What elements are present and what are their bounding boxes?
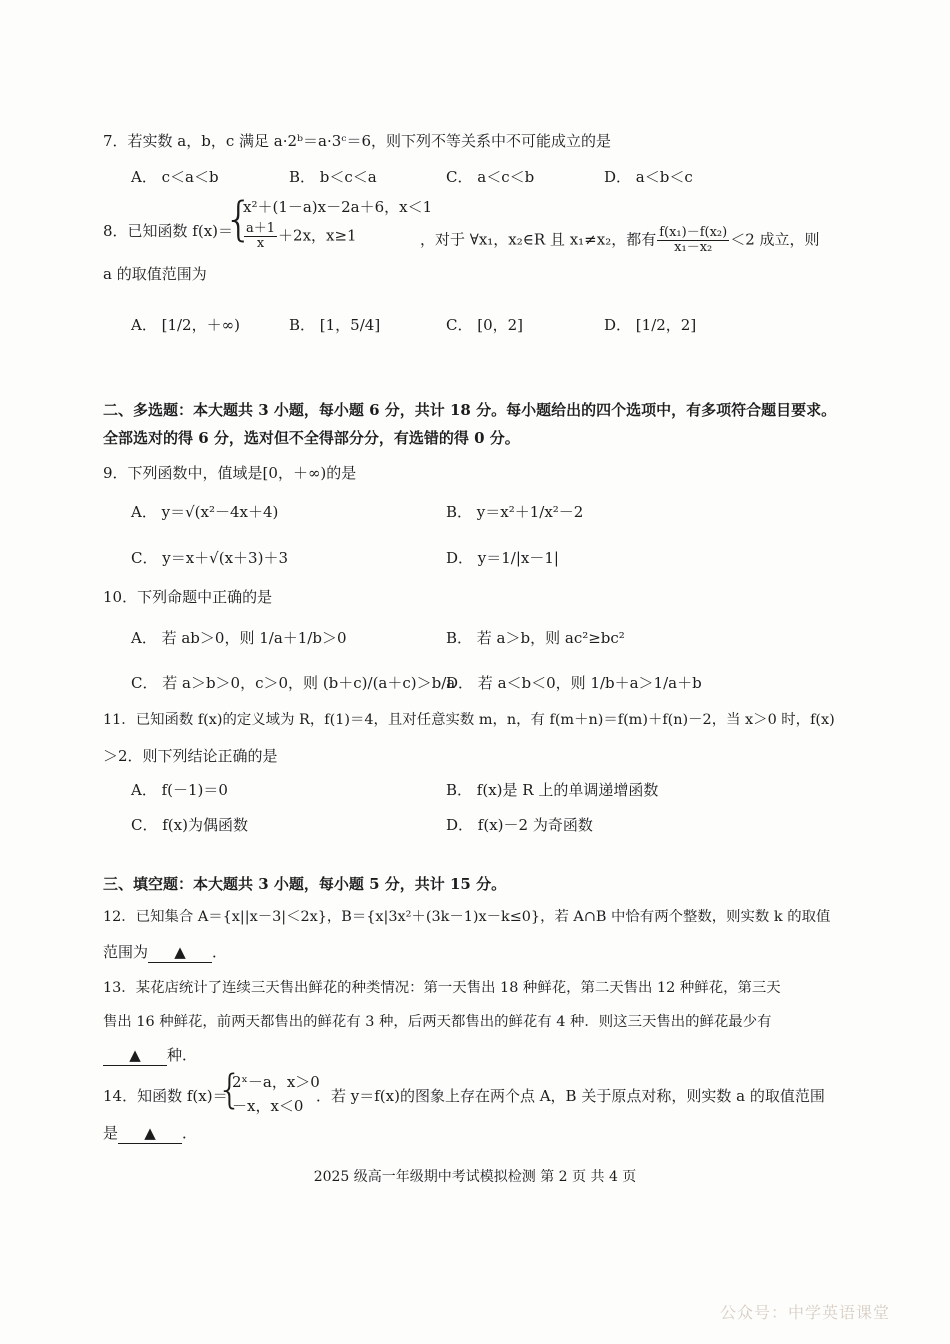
q8-piece-2-fraction [244,222,277,251]
q8-lead: 8．已知函数 f(x)＝ [103,222,234,240]
q8-option-d: D． [1/2，2] [604,316,697,334]
q8-option-a: A． [1/2，＋∞) [131,316,240,334]
q8-option-c: C． [0，2] [446,316,524,334]
q8-option-b: B． [1，5/4] [289,316,381,334]
q7-stem: 7．若实数 a，b，c 满足 a·2ᵇ＝a·3ᶜ＝6，则下列不等关系中不可能成立的是 [103,132,612,150]
q14-lead: 14．知函数 f(x)＝ [103,1087,228,1105]
q13-line2: 售出 16 种鲜花，前两天都售出的鲜花有 3 种，后两天都售出的鲜花有 4 种．则这三天售出的鲜花最少有 [103,1014,772,1030]
q10-option-c: C． 若 a＞b＞0，c＞0，则 (b＋c)/(a＋c)＞b/a [131,674,456,692]
q11-option-d: D． f(x)－2 为奇函数 [446,816,593,834]
q14-piece-1: 2ˣ－a，x＞0 [232,1073,320,1091]
q8-piece-2-num: a＋1 [246,221,276,236]
q13-line3-post: 种． [167,1046,198,1064]
q12-line2-post: ． [212,943,228,961]
q14-brace: { [217,1067,243,1113]
q14-line2-post: ． [182,1124,198,1142]
q8-mid: ，对于 ∀x₁，x₂∈R 且 x₁≠x₂，都有 [420,230,657,249]
section-2-heading-line2: 全部选对的得 6 分，选对但不全得部分分，有选错的得 0 分。 [103,429,520,447]
q10-option-a: A． 若 ab＞0，则 1/a＋1/b＞0 [131,629,347,647]
section-3-heading: 三、填空题：本大题共 3 小题，每小题 5 分，共计 15 分。 [103,875,507,893]
q12-answer-blank: ▲ [148,942,212,963]
q10-option-b: B． 若 a＞b，则 ac²≥bc² [446,629,625,647]
q10-stem: 10．下列命题中正确的是 [103,588,273,606]
q13-line3 [103,1045,197,1066]
q9-option-a: A． y＝√(x²－4x＋4) [131,503,279,521]
q10-option-d: D． 若 a＜b＜0，则 1/b＋a＞1/a＋b [446,674,702,692]
q8-condition [420,226,820,255]
q7-option-a: A． c＜a＜b [131,168,219,186]
q9-option-b: B． y＝x²＋1/x²－2 [446,503,584,521]
q11-option-a: A． f(－1)＝0 [131,781,228,799]
q14-line2 [103,1123,197,1144]
q8-frac-num: f(x₁)－f(x₂) [659,225,728,240]
q14-line2-pre: 是 [103,1124,119,1142]
q13-line1: 13．某花店统计了连续三天售出鲜花的种类情况：第一天售出 18 种鲜花，第二天售出 12 种鲜花，第三天 [103,980,781,996]
q12-line2-pre: 范围为 [103,943,149,961]
q14-piece-2: －x，x＜0 [232,1097,304,1115]
q8-tail: ＜2 成立，则 [730,230,820,249]
q9-stem: 9．下列函数中，值域是[0，＋∞)的是 [103,464,357,482]
q7-option-c: C． a＜c＜b [446,168,535,186]
q8-line2: a 的取值范围为 [103,265,207,283]
q12-line2 [103,942,227,963]
q8-brace: { [224,192,254,246]
q8-fraction [657,226,729,255]
q8-piece-2-den: x [256,236,265,251]
q11-option-c: C． f(x)为偶函数 [131,816,248,834]
q8-piece-2-rest: ＋2x，x≥1 [278,226,357,245]
page-footer: 2025 级高一年级期中考试模拟检测 第 2 页 共 4 页 [313,1169,637,1185]
q9-option-c: C． y＝x＋√(x＋3)＋3 [131,549,288,567]
watermark: 公众号：中学英语课堂 [719,1303,890,1322]
q7-option-b: B． b＜c＜a [289,168,377,186]
q8-piece-2 [243,222,357,251]
q14-tail: ．若 y＝f(x)的图象上存在两个点 A，B 关于原点对称，则实数 a 的取值范围 [316,1087,825,1105]
q11-stem-line2: ＞2．则下列结论正确的是 [103,747,278,765]
q11-stem-line1: 11．已知函数 f(x)的定义域为 R，f(1)＝4，且对任意实数 m，n，有 f(m＋n)＝f(m)＋f(n)－2，当 x＞0 时，f(x) [103,712,835,728]
q8-frac-den: x₁－x₂ [674,240,713,255]
q11-option-b: B． f(x)是 R 上的单调递增函数 [446,781,659,799]
q9-option-d: D． y＝1/|x－1| [446,549,559,567]
q8-piece-1: x²＋(1－a)x－2a＋6，x＜1 [243,198,433,216]
section-2-heading-line1: 二、多选题：本大题共 3 小题，每小题 6 分，共计 18 分。每小题给出的四个选项中，有多项符合题目要求。 [103,401,837,419]
q7-option-d: D． a＜b＜c [604,168,693,186]
q14-answer-blank: ▲ [118,1123,182,1144]
q12-line1: 12．已知集合 A＝{x||x－3|＜2x}，B＝{x|3x²＋(3k－1)x－k≤0}，若 A∩B 中恰有两个整数，则实数 k 的取值 [103,909,831,925]
q13-answer-blank: ▲ [103,1045,167,1066]
